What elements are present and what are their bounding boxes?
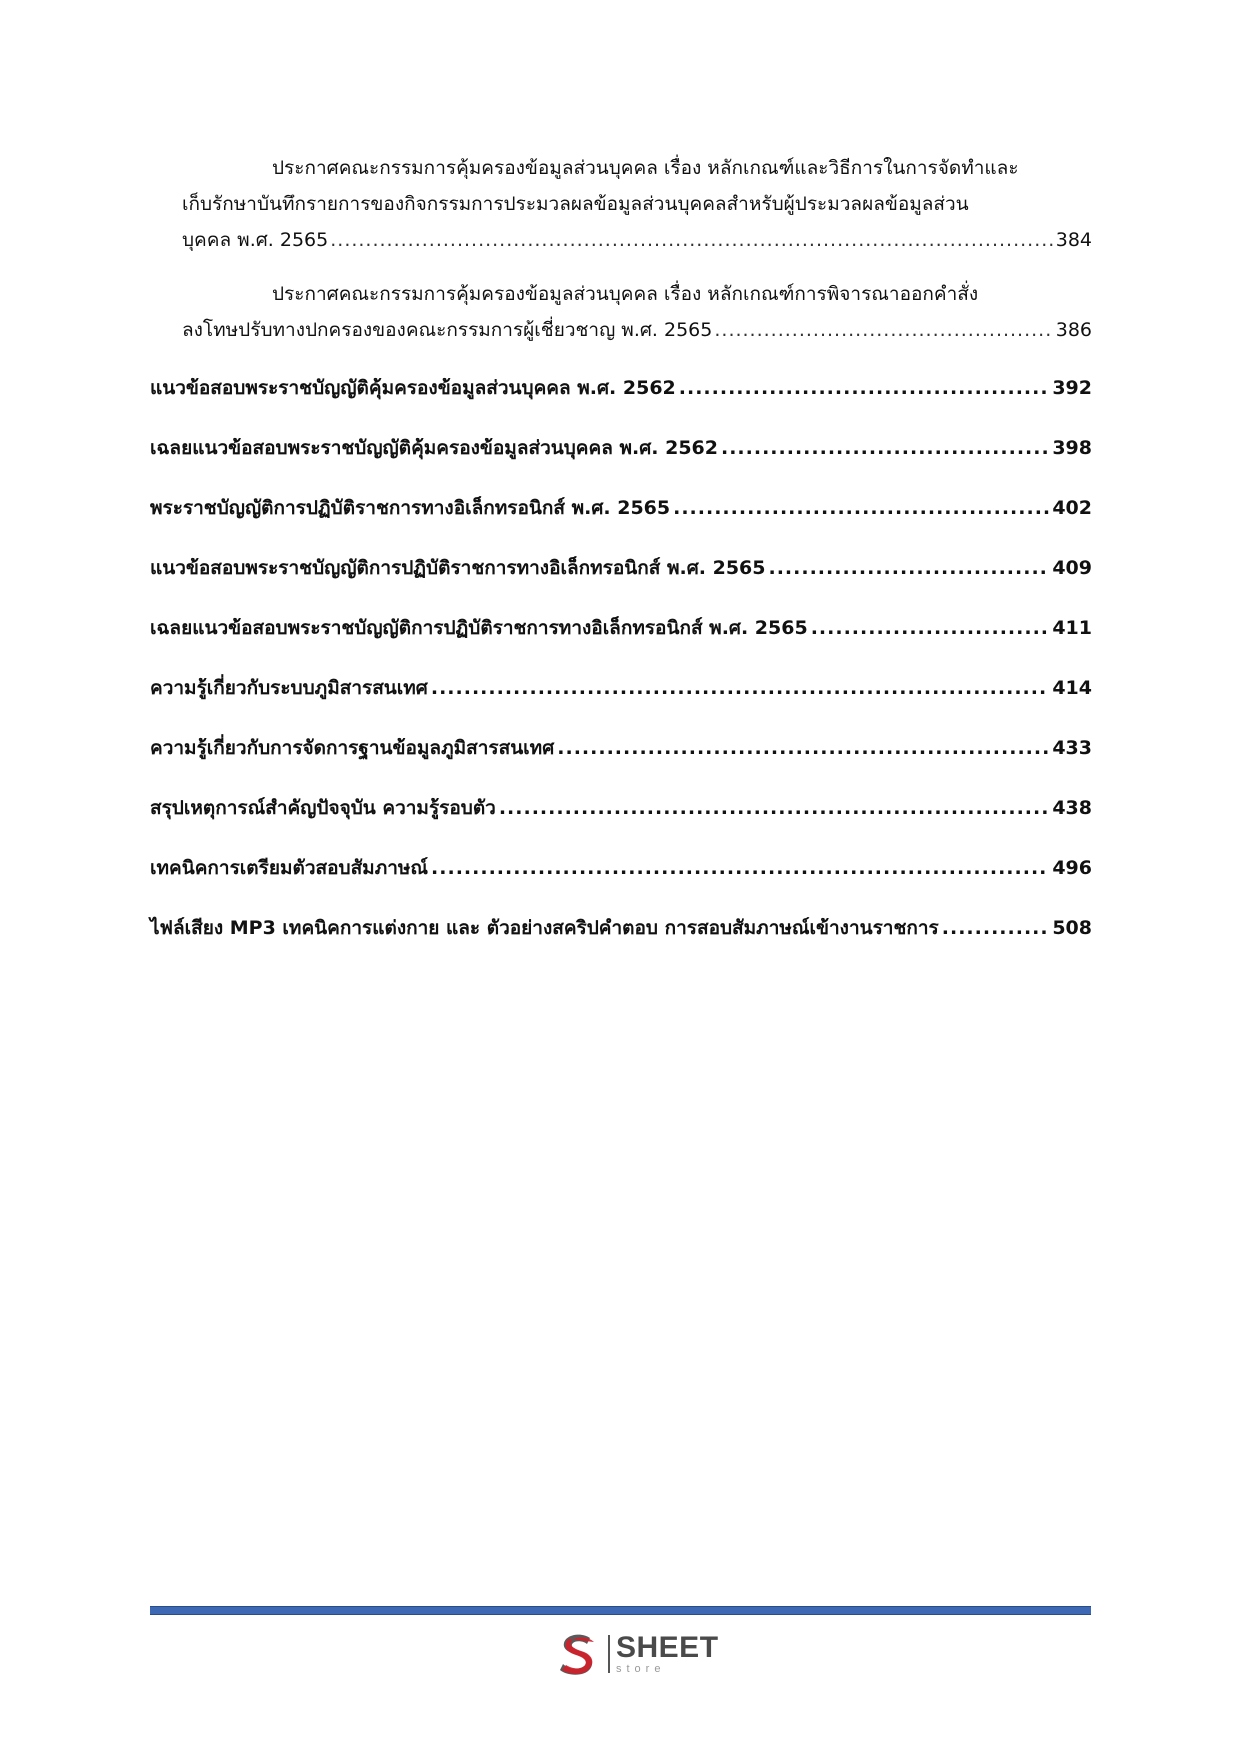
toc-main-entry[interactable]	[150, 846, 1092, 906]
page-number: 402	[1052, 497, 1092, 519]
page-number: 392	[1052, 377, 1092, 399]
toc-main-entry[interactable]	[150, 486, 1092, 546]
toc-entry-title: ไฟล์เสียง MP3 เทคนิคการแต่งกาย และ ตัวอย่างสคริปคำตอบ การสอบสัมภาษณ์เข้างานราชการ	[150, 917, 939, 939]
page-number: 411	[1052, 617, 1092, 639]
dot-leader	[431, 846, 1049, 890]
page-number: 496	[1052, 857, 1092, 879]
dot-leader	[811, 606, 1050, 650]
logo-brand-sub: store	[616, 1663, 666, 1675]
toc-sub-entry	[150, 150, 1092, 258]
toc-entry-line: บุคคล พ.ศ. 2565	[182, 229, 329, 251]
toc-entry-line: ลงโทษปรับทางปกครองของคณะกรรมการผู้เชี่ยวชาญ พ.ศ. 2565	[182, 319, 713, 341]
dot-leader	[673, 486, 1049, 530]
dot-leader	[768, 546, 1049, 590]
toc-entry-leader-line[interactable]	[150, 312, 1092, 348]
dot-leader	[330, 222, 1054, 258]
page-number: 398	[1052, 437, 1092, 459]
page-number: 438	[1052, 797, 1092, 819]
toc-entry-title: พระราชบัญญัติการปฏิบัติราชการทางอิเล็กทรอนิกส์ พ.ศ. 2565	[150, 497, 671, 519]
dot-leader	[942, 906, 1050, 950]
dot-leader	[679, 366, 1050, 410]
toc-entry-line: ประกาศคณะกรรมการคุ้มครองข้อมูลส่วนบุคคล เรื่อง หลักเกณฑ์และวิธีการในการจัดทำและ	[272, 157, 1019, 179]
logo-separator	[608, 1635, 610, 1673]
toc-entry-leader-line[interactable]	[150, 222, 1092, 258]
toc-main-entry[interactable]	[150, 786, 1092, 846]
dot-leader	[499, 786, 1049, 830]
page-number: 414	[1052, 677, 1092, 699]
logo-brand-word: SHEET	[616, 1631, 719, 1664]
toc-entry-title: ความรู้เกี่ยวกับระบบภูมิสารสนเทศ	[150, 677, 428, 699]
toc-main-entry[interactable]	[150, 366, 1092, 426]
toc-main-entry[interactable]	[150, 426, 1092, 486]
page-number: 433	[1052, 737, 1092, 759]
page-number: 384	[1055, 229, 1092, 251]
dot-leader	[557, 726, 1049, 770]
sheet-store-s-logo-icon	[552, 1628, 604, 1680]
toc-entry-line: ประกาศคณะกรรมการคุ้มครองข้อมูลส่วนบุคคล เรื่อง หลักเกณฑ์การพิจารณาออกคำสั่ง	[272, 283, 979, 305]
toc-main-entry[interactable]	[150, 666, 1092, 726]
toc-entry-title: ความรู้เกี่ยวกับการจัดการฐานข้อมูลภูมิสารสนเทศ	[150, 737, 555, 759]
dot-leader	[714, 312, 1053, 348]
brand-logo	[552, 1628, 732, 1680]
table-of-contents	[150, 150, 1092, 966]
toc-entry-title: สรุปเหตุการณ์สำคัญปัจจุบัน ความรู้รอบตัว	[150, 797, 496, 819]
toc-main-entry[interactable]	[150, 726, 1092, 786]
toc-main-entry[interactable]	[150, 546, 1092, 606]
page-number: 508	[1052, 917, 1092, 939]
toc-entry-title: เทคนิคการเตรียมตัวสอบสัมภาษณ์	[150, 857, 429, 879]
toc-main-entry[interactable]	[150, 606, 1092, 666]
toc-entry-title: เฉลยแนวข้อสอบพระราชบัญญัติคุ้มครองข้อมูลส่วนบุคคล พ.ศ. 2562	[150, 437, 718, 459]
dot-leader	[431, 666, 1049, 710]
footer-divider-bar	[150, 1606, 1091, 1615]
toc-entry-title: แนวข้อสอบพระราชบัญญัติคุ้มครองข้อมูลส่วนบุคคล พ.ศ. 2562	[150, 377, 676, 399]
toc-sub-entry	[150, 276, 1092, 348]
toc-entry-title: แนวข้อสอบพระราชบัญญัติการปฏิบัติราชการทางอิเล็กทรอนิกส์ พ.ศ. 2565	[150, 557, 766, 579]
page-number: 386	[1055, 319, 1092, 341]
page-number: 409	[1052, 557, 1092, 579]
toc-entry-title: เฉลยแนวข้อสอบพระราชบัญญัติการปฏิบัติราชการทางอิเล็กทรอนิกส์ พ.ศ. 2565	[150, 617, 808, 639]
dot-leader	[721, 426, 1049, 470]
toc-main-entry[interactable]	[150, 906, 1092, 966]
toc-entry-line: เก็บรักษาบันทึกรายการของกิจกรรมการประมวลผลข้อมูลส่วนบุคคลสำหรับผู้ประมวลผลข้อมูลส่วน	[182, 193, 969, 215]
logo-wordmark	[616, 1633, 719, 1675]
